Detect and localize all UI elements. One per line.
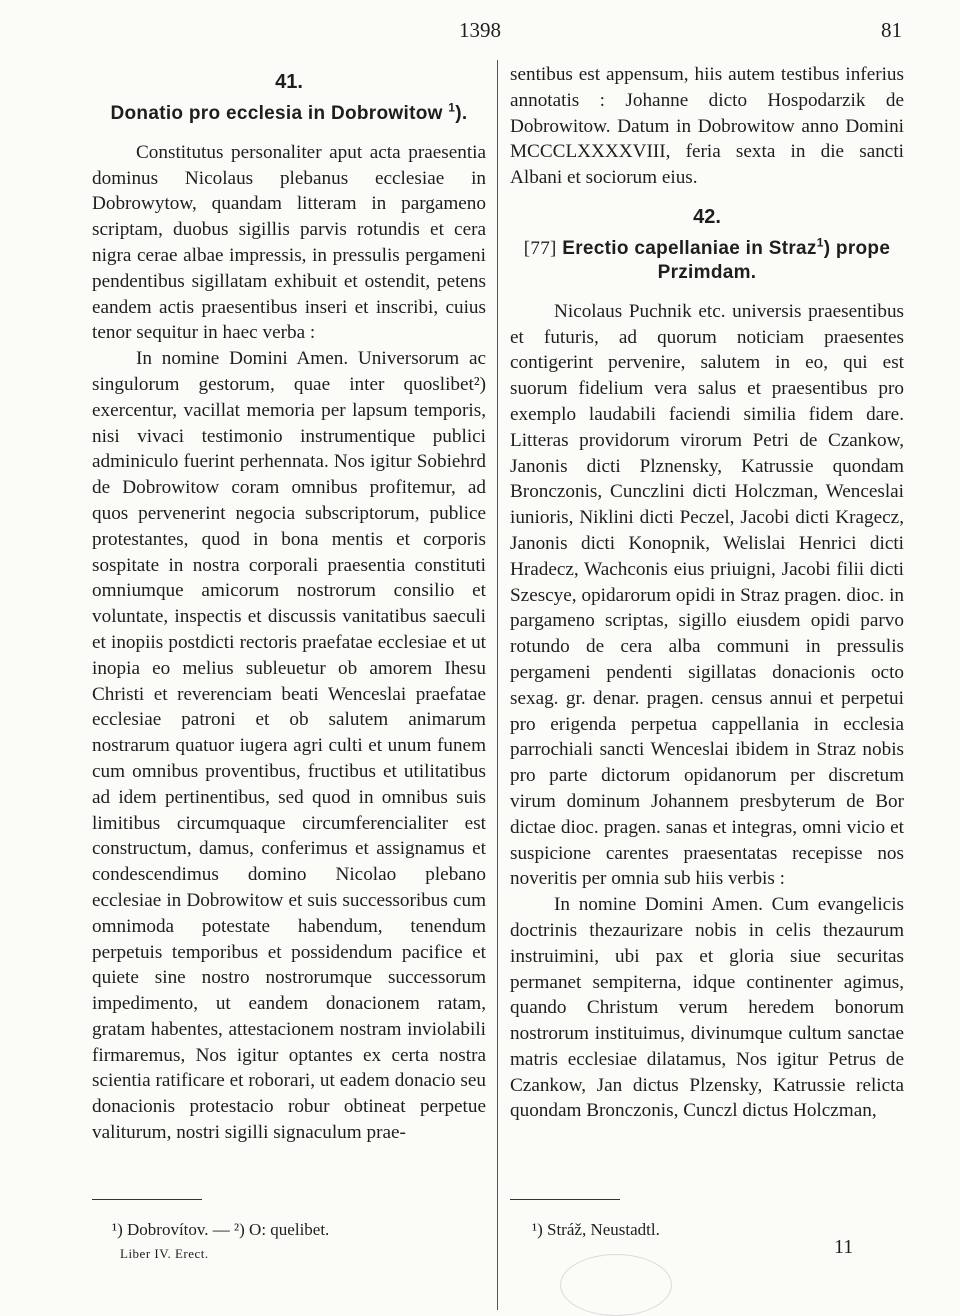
- continuation-paragraph: sentibus est appensum, hiis autem testibus inferius annotatis : Johanne dicto Hospodarzik de Dobrowitow. Datum in Dobrowitow anno Domini MCCCLXXXXVIII, feria sexta in die sancti Albani et sociorum eius.: [510, 64, 904, 189]
- title-text: Donatio pro ecclesia in Dobrowitow: [110, 102, 443, 124]
- title-paren: ): [823, 237, 831, 259]
- left-column: [92, 62, 486, 1146]
- signature-mark: Liber IV. Erect.: [120, 1246, 209, 1261]
- sheet-number: 11: [834, 1236, 854, 1258]
- paragraph: In nomine Domini Amen. Universorum ac singulorum gestorum, quae inter quoslibet²) exercentur, vacillat memoria per lapsum temporis, nisi vivaci testimonio instrumentique publici adminiculo fuerint perhennata. Nos igitur Sobiehrd de Dobrowitow coram omnibus profitemur, ad quos pervenerint negocia subscriptorum, publice protestantes, quod in bona mentis et corporis sospitate in nostra corporali praesentia constituti omniumque amicorum nostrorum consilio et voluntate, inspectis et discussis vanitatibus saeculi et inopiis postdicti rectoris praefatae ecclesiae et ut inopia eo melius subleuetur ob amorem Ihesu Christi et reverenciam beati Wenceslai praefatae ecclesiae patroni et ob salutem animarum nostrarum quatuor iugera agri culti et unum funem cum omnibus proventibus, fructibus et utilitatibus ad idem pertinentibus, sed quod in omnibus suis limitibus circumquaque circumferencialiter est constructum, damus, conferimus et assignamus et condescendimus domino Nicolao plebano ecclesiae in Dobrowitow et suis successoribus cum omnimoda potestate habendum, tenendum perpetuis temporibus et possidendum pacifice et quiete sine nostro nostrorumque successorum impedimento, ut eandem donacionem ratam, gratam habentes, attestacionem nostram inviolabili firmaremus, Nos igitur optantes ex certa nostra scientia ratificare et roborari, ut eadem donacio seu donacionis protestacio robur obtineat perpetue valiturum, nostri sigilli signaculum prae-: [92, 348, 486, 1144]
- title-footnote-ref: 1: [816, 235, 824, 250]
- page-number: 81: [881, 18, 902, 42]
- page-header-year: 1398: [459, 18, 501, 42]
- footnote-left: ¹) Dobrovítov. — ²) O: quelibet.: [112, 1220, 330, 1239]
- footnote-right: ¹) Stráž, Neustadtl.: [532, 1220, 660, 1239]
- title-page-marker: [77]: [523, 237, 557, 259]
- document-title-42: [510, 237, 904, 285]
- footnote-rule: [92, 1199, 202, 1200]
- paragraph: Nicolaus Puchnik etc. universis praesentibus et futuris, ad quorum noticiam praesentes contigerint pervenire, salutem in eo, qui est suorum fidelium vera salus et praesentibus pro exemplo laudabili faciendi similia fidem dare. Litteras providorum virorum Petri de Czankow, Janonis dicti Plznensky, Katrussie quondam Bronczonis, Cunczlini dicti Holczman, Wenceslai iunioris, Niklini dicti Peczel, Jacobi dicti Kragecz, Janonis dicti Konopnik, Welislai Henrici dicti Hradecz, Wachconis eius priuigni, Jacobi filii dicti Szescye, opidarorum opidi in Straz pragen. dioc. in pargameno scriptas, sigillo eiusdem opidi parvo rotundo de cera alba communi in pressulis pergameni pendenti sigillatas donacionis octo sexag. gr. denar. pragen. census annui et perpetui pro erigenda perpetua cappellania in ecclesia parrochiali sancti Wenceslai ibidem in Straz nobis pro parte dictorum opidanorum per discretum virum dominum Johannem presbyterum de Bor dictae dioc. pragen. sanas et integras, omni vicio et suspicione carentes praesentatas recepisse nos noveritis per omnia sub hiis verbis :: [510, 300, 904, 890]
- title-text: Erectio capellaniae in Straz: [562, 237, 817, 259]
- document-number-41: 41.: [275, 71, 303, 93]
- title-tail: prope Przimdam.: [657, 237, 891, 283]
- document-title-41: [92, 102, 486, 126]
- library-stamp: [560, 1254, 672, 1316]
- footnote-rule: [510, 1199, 620, 1200]
- column-divider: [497, 60, 498, 1310]
- document-number-42: 42.: [693, 205, 721, 228]
- right-column: [510, 62, 904, 1124]
- paragraph: Constitutus personaliter aput acta praesentia dominus Nicolaus plebanus ecclesiae in Dobrowytow, quandam litteram in pargameno scriptam, duobus sigillis parvis rotundis et cera nigra cerae albae impressis, in pressulis pergameni pendentibus sigillatam exhibuit et ostendit, petens eandem actis praesentibus inseri et inscribi, cuius tenor sequitur in haec verba :: [92, 141, 486, 344]
- paragraph: In nomine Domini Amen. Cum evangelicis doctrinis thezaurizare nobis in celis thezaurum instruimini, ubi pax et gloria siue securitas permanet sempiterna, idque continenter agimus, quando Christum verum heredem bonorum nostrorum instituimus, divinumque cultum sanctae matris ecclesiae dilatamus, Nos igitur Petrus de Czankow, Jan dictus Plzensky, Katrussie relicta quondam Bronczonis, Cunczl dictus Holczman,: [510, 894, 904, 1122]
- title-footnote-ref: 1: [448, 100, 456, 115]
- title-punct: ).: [455, 102, 468, 124]
